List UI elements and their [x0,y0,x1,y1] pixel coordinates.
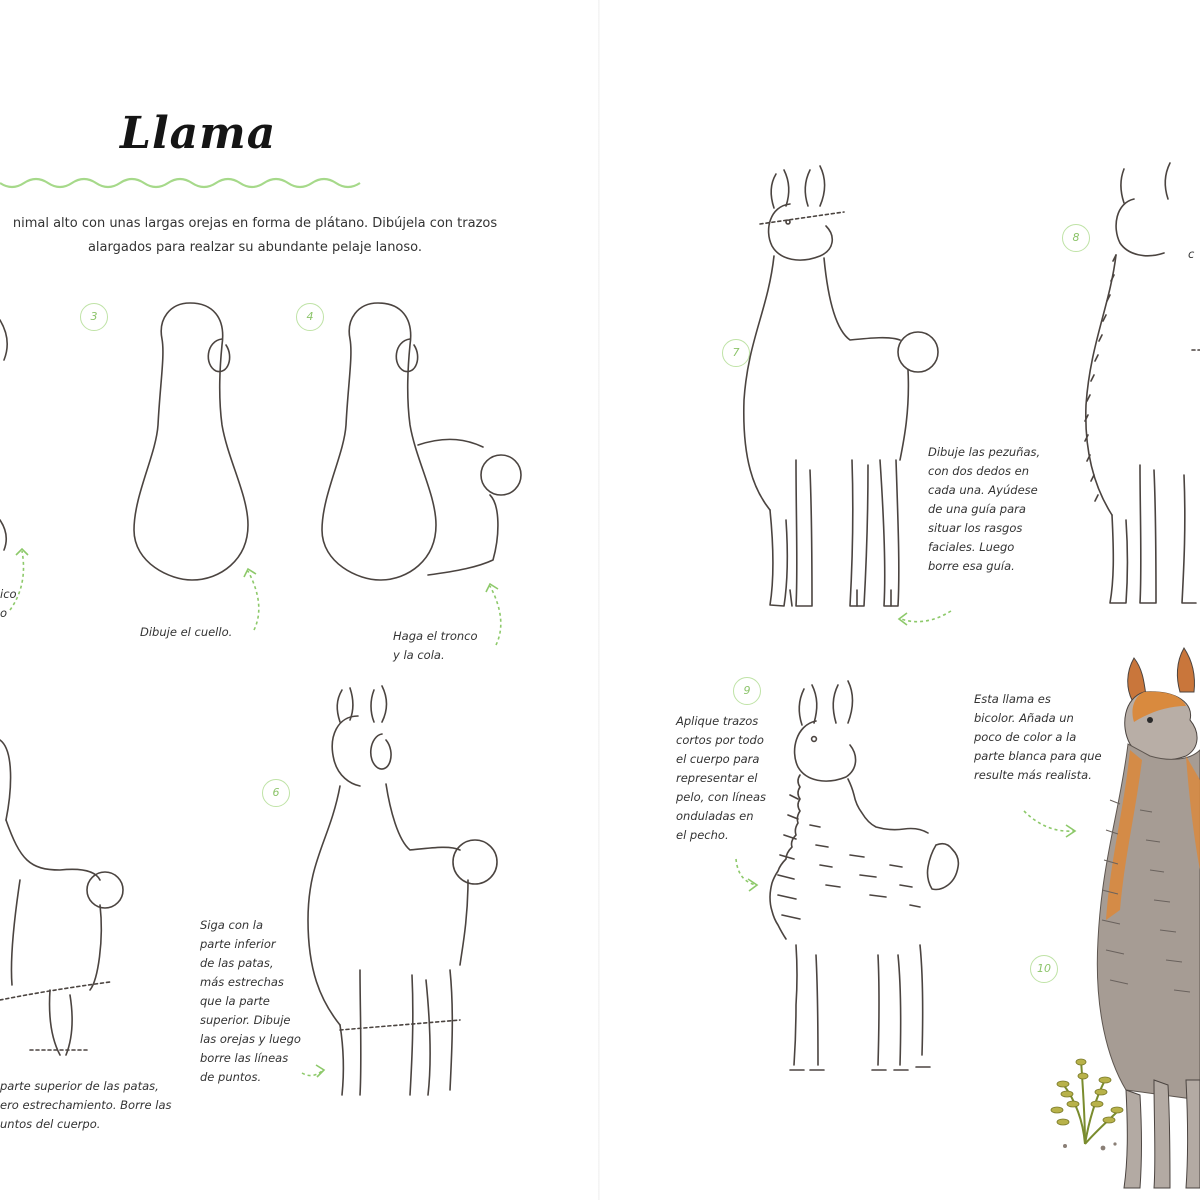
intro-line-1: nimal alto con unas largas orejas en forma de plátano. Dibújela con trazos [12,216,498,231]
grass-tuft-illustration [1045,1040,1125,1150]
note-step-10-line: bicolor. Añada un [974,711,1074,725]
arrow-step-10 [1020,805,1080,845]
note-step-6-line: que la parte [200,994,270,1008]
note-step-6-line: borre las líneas [200,1051,289,1065]
llama-step-4-sketch [318,295,528,585]
note-step-5-line: untos del cuerpo. [0,1117,101,1131]
step-number-7: 7 [722,339,750,367]
llama-step-9-furry-sketch [760,675,980,1095]
note-step-7 [928,443,1040,576]
note-step-10-line: poco de color a la [974,730,1077,744]
note-step-5-line: parte superior de las patas, [0,1079,159,1093]
note-step-10-line: Esta llama es [974,692,1051,706]
arrow-step-7 [895,605,955,635]
note-step-3 [140,623,232,642]
note-step-4-line: Haga el tronco [393,629,478,643]
note-step-6-line: de las patas, [200,956,274,970]
note-step-9-line: pelo, con líneas [676,790,767,804]
step-number-9: 9 [733,677,761,705]
note-step-6-line: superior. Dibuje [200,1013,291,1027]
wavy-divider [0,175,380,195]
note-step-2-line: ico [0,587,17,601]
note-step-10 [974,690,1102,785]
arrow-step-9 [732,855,762,895]
step-number-8: 8 [1062,224,1090,252]
note-step-7-line: situar los rasgos [928,521,1023,535]
note-step-9-line: onduladas en [676,809,754,823]
llama-step-2-sketch [0,300,40,560]
note-step-10-line: parte blanca para que [974,749,1102,763]
intro-text [0,212,510,260]
arrow-step-3 [240,565,270,635]
note-step-9-line: cortos por todo [676,733,764,747]
note-step-7-line: Dibuje las pezuñas, [928,445,1041,459]
note-step-6-line: parte inferior [200,937,276,951]
note-step-8 [1188,245,1194,264]
note-step-7-line: faciales. Luego [928,540,1015,554]
note-step-9-line: representar el [676,771,758,785]
note-step-10-line: resulte más realista. [974,768,1092,782]
llama-step-8-sketch [1080,155,1200,615]
note-step-7-line: de una guía para [928,502,1026,516]
note-step-7-line: borre esa guía. [928,559,1015,573]
step-number-10: 10 [1030,955,1058,983]
note-step-9-line: el pecho. [676,828,729,842]
note-step-6-line: de puntos. [200,1070,262,1084]
note-step-7-line: con dos dedos en [928,464,1030,478]
note-step-5 [0,1077,172,1134]
note-step-9 [676,712,766,845]
note-step-8-line: c [1188,247,1195,261]
step-number-4: 4 [296,303,324,331]
arrow-step-4 [482,580,512,650]
note-step-3-line: Dibuje el cuello. [140,625,233,639]
step-number-6: 6 [262,779,290,807]
note-step-2 [0,585,17,623]
note-step-6-line: Siga con la [200,918,264,932]
llama-step-6-sketch [300,680,520,1110]
note-step-6-line: más estrechas [200,975,284,989]
note-step-6 [200,916,301,1087]
intro-line-2: alargados para realzar su abundante pelaje lanoso. [87,240,423,255]
llama-step-3-sketch [130,295,270,595]
note-step-2-line: o [0,606,8,620]
note-step-6-line: las orejas y luego [200,1032,301,1046]
note-step-9-line: Aplique trazos [676,714,759,728]
step-number-3: 3 [80,303,108,331]
arrow-step-6 [300,1055,330,1085]
llama-step-5-sketch [0,720,140,1080]
note-step-7-line: cada una. Ayúdese [928,483,1038,497]
page-title: Llama [120,108,277,159]
note-step-5-line: ero estrechamiento. Borre las [0,1098,172,1112]
note-step-4 [393,627,478,665]
note-step-9-line: el cuerpo para [676,752,760,766]
right-page [600,0,1200,1200]
note-step-4-line: y la cola. [393,648,445,662]
